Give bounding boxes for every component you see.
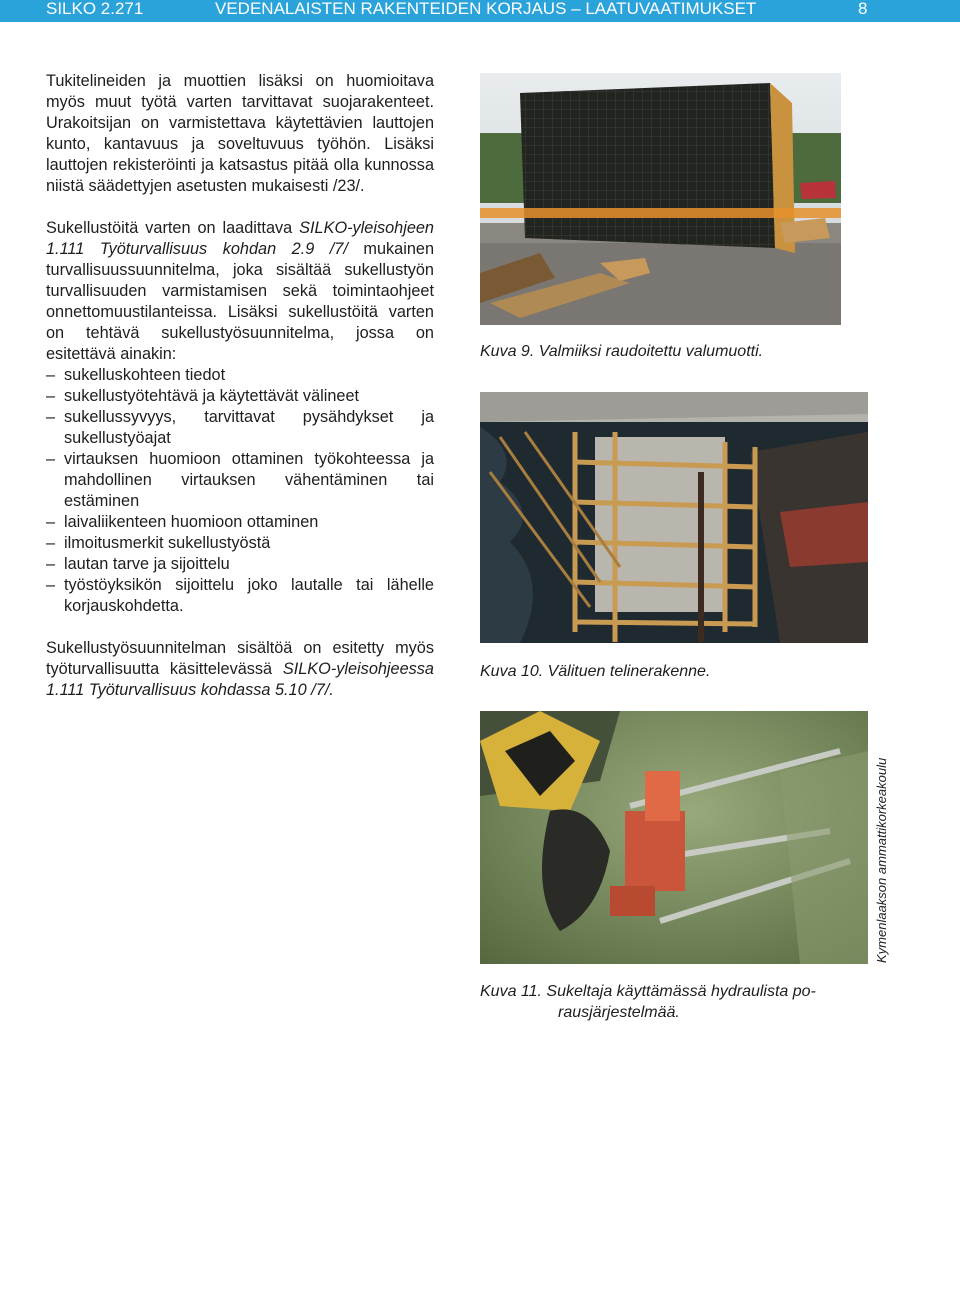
paragraph-protective-structures [46,71,434,197]
list-item-text: ilmoitusmerkit sukellustyöstä [64,534,271,552]
list-item [46,449,434,512]
paragraph-text [46,638,434,701]
figure-caption: Kuva 9. Valmiiksi raudoitettu valumuotti. [480,343,764,360]
photo-reinforced-formwork [480,73,841,325]
paragraph-text-intro: Sukellustöitä varten on laadittava [46,219,300,237]
paragraph-text-rest: mukainen turvallisuussuunnitelma, joka sisältää sukellustyön turvallisuuden varmistamisen sekä toimintaohjeet onnettomuustilanteissa. Lisäksi sukellustöitä varten on tehtävä sukellustyösuunnitelma, jossa on esitettävä ainakin: [46,240,434,363]
paragraph-further-reference [46,638,434,701]
dash-bullet: – [46,408,56,426]
dash-bullet: – [46,513,56,531]
page-header [0,0,960,22]
figure-caption: Kuva 11. Sukeltaja käyttämässä hydraulista po- [480,983,816,1000]
photo-credit: Kymenlaakson ammattikorkeakoulu [874,757,889,963]
dash-bullet: – [46,534,56,552]
page-number: 8 [858,0,868,18]
list-item [46,554,434,575]
figure-caption-continued: rausjärjestelmää. [558,1004,680,1021]
dash-bullet: – [46,450,56,468]
list-item-text: lautan tarve ja sijoittelu [64,555,230,573]
dash-bullet: – [46,576,56,594]
photo-diver-hydraulic-drill [480,711,868,964]
requirement-list [46,365,434,617]
photo-support-scaffolding [480,392,868,643]
dash-bullet: – [46,555,56,573]
paragraph-diving-plan [46,218,434,617]
dash-bullet: – [46,366,56,384]
list-item-text: laivaliikenteen huomioon ottaminen [64,513,319,531]
list-item [46,365,434,386]
list-item-text: sukellustyötehtävä ja käytettävät välineet [64,387,360,405]
list-item [46,512,434,533]
list-item-text: sukelluskohteen tiedot [64,366,226,384]
paragraph-text [46,218,434,365]
list-item-text: virtauksen huomioon ottaminen työkohteessa ja mahdollinen virtauksen vähentäminen tai estäminen [64,450,434,510]
list-item [46,407,434,449]
document-code: SILKO 2.271 [46,0,144,18]
list-item-text: työstöyksikön sijoittelu joko lautalle tai lähelle korjauskohdetta. [64,576,434,615]
figure-caption: Kuva 10. Välituen telinerakenne. [480,663,711,680]
list-item [46,575,434,617]
reference-link: SILKO-yleisohjeen 1.111 Työturvallisuus kohdan 2.9 /7/ [46,219,434,258]
dash-bullet: – [46,387,56,405]
paragraph-text-intro: Sukellustyösuunnitelman sisältöä on esitetty myös työturvallisuutta käsittelevässä [46,639,434,678]
list-item [46,386,434,407]
list-item [46,533,434,554]
document-title: VEDENALAISTEN RAKENTEIDEN KORJAUS – LAATUVAATIMUKSET [215,0,757,18]
paragraph-text: Tukitelineiden ja muottien lisäksi on huomioitava myös muut työtä varten tarvittavat suojarakenteet. Urakoitsijan on varmistettava käytettävien lauttojen kunto, kantavuus ja soveltuvuus työhön. Lisäksi lauttojen rekisteröinti ja katsastus pitää olla kunnossa niistä säädettyjen asetusten mukaisesti /23/. [46,72,434,195]
reference-link: SILKO-yleisohjeessa 1.111 Työturvallisuus kohdassa 5.10 /7/. [46,660,434,699]
list-item-text: sukellussyvyys, tarvittavat pysähdykset ja sukellustyöajat [64,408,434,447]
